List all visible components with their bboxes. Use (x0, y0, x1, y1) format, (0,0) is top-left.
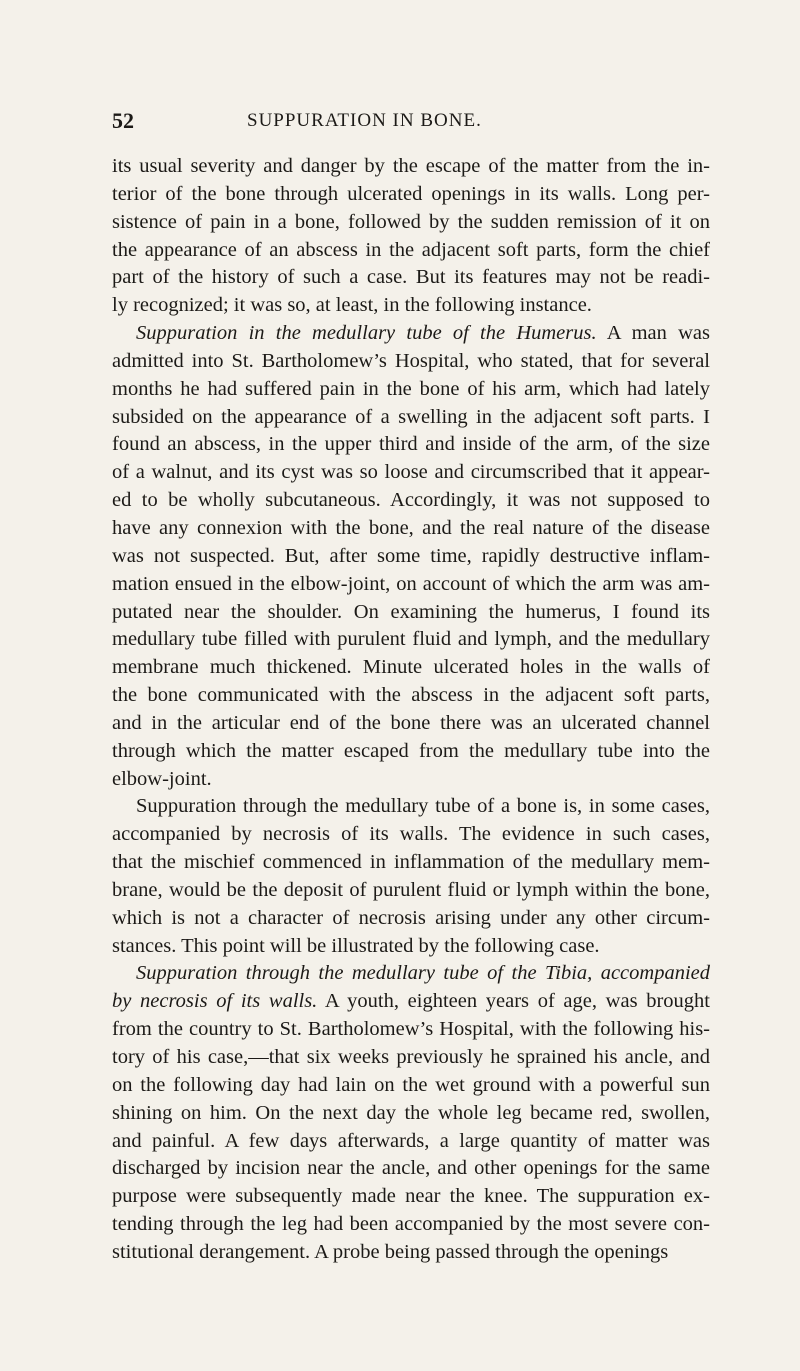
text-line (112, 877, 710, 905)
text-line (112, 181, 710, 209)
text-line (112, 905, 710, 933)
line-text: stitutional derangement. A probe being passed through the openings (112, 1240, 669, 1263)
text-line (112, 237, 710, 265)
line-text: the bone communicated with the abscess in the adjacent soft parts, (112, 684, 710, 707)
line-text: purpose were subsequently made near the knee. The suppuration ex- (112, 1185, 710, 1208)
line-text: ed to be wholly subcutaneous. Accordingly, it was not supposed to (112, 489, 710, 512)
line-text: A man was (596, 322, 710, 345)
line-text: admitted into St. Bartholomew’s Hospital, who stated, that for several (112, 349, 710, 372)
line-text: and painful. A few days afterwards, a large quantity of matter was (112, 1129, 710, 1152)
line-text: and in the articular end of the bone there was an ulcerated channel (112, 711, 710, 734)
text-line (112, 1155, 710, 1183)
line-text: subsided on the appearance of a swelling in the adjacent soft parts. I (112, 405, 710, 428)
line-text: found an abscess, in the upper third and inside of the arm, of the size (112, 433, 710, 456)
text-line (112, 738, 710, 766)
text-line (112, 849, 710, 877)
text-line (112, 292, 710, 320)
text-line (112, 933, 710, 961)
line-text: ly recognized; it was so, at least, in the following instance. (112, 294, 592, 317)
body-text (112, 153, 710, 1267)
text-line (112, 654, 710, 682)
line-text: A youth, eighteen years of age, was brought (317, 990, 710, 1013)
line-text: the appearance of an abscess in the adjacent soft parts, form the chief (112, 238, 710, 261)
line-text: was not suspected. But, after some time, rapidly destructive inflam- (112, 544, 710, 567)
text-line (112, 264, 710, 292)
running-head: SUPPURATION IN BONE. (247, 110, 482, 131)
line-text: Suppuration through the medullary tube of a bone is, in some cases, (136, 795, 710, 818)
text-line (112, 376, 710, 404)
text-line (112, 515, 710, 543)
line-text: mation ensued in the elbow-joint, on account of which the arm was am- (112, 572, 710, 595)
text-line (112, 793, 710, 821)
line-text: membrane much thickened. Minute ulcerated holes in the walls of (112, 656, 710, 679)
text-line (112, 626, 710, 654)
line-text: its usual severity and danger by the escape of the matter from the in- (112, 155, 710, 177)
text-line (112, 988, 710, 1016)
text-line (112, 960, 710, 988)
text-line (112, 1128, 710, 1156)
text-line (112, 571, 710, 599)
line-text: terior of the bone through ulcerated openings in its walls. Long per- (112, 182, 710, 205)
line-text: shining on him. On the next day the whole leg became red, swollen, (112, 1101, 710, 1124)
text-line (112, 1072, 710, 1100)
line-text: tory of his case,—that six weeks previously he sprained his ancle, and (112, 1046, 710, 1068)
text-line (112, 348, 710, 376)
line-text: have any connexion with the bone, and the real nature of the disease (112, 516, 710, 539)
line-text: accompanied by necrosis of its walls. The evidence in such cases, (112, 823, 710, 846)
line-text: part of the history of such a case. But its features may not be readi- (112, 266, 710, 289)
line-text: stances. This point will be illustrated by the following case. (112, 934, 600, 957)
text-line (112, 1239, 710, 1267)
line-text: on the following day had lain on the wet ground with a powerful sun (112, 1073, 710, 1096)
text-line (112, 1044, 710, 1072)
page-header (112, 108, 709, 138)
line-text: putated near the shoulder. On examining the humerus, I found its (112, 600, 710, 623)
line-text: elbow-joint. (112, 767, 212, 790)
line-text: months he had suffered pain in the bone of his arm, which had lately (112, 377, 710, 400)
text-line (112, 404, 710, 432)
text-line (112, 1016, 710, 1044)
text-line (112, 431, 710, 459)
line-text: brane, would be the deposit of purulent fluid or lymph within the bone, (112, 878, 710, 901)
line-text: discharged by incision near the ancle, and other openings for the same (112, 1157, 710, 1180)
text-line (112, 320, 710, 348)
page-number: 52 (112, 108, 134, 133)
line-text: medullary tube filled with purulent fluid and lymph, and the medullary (112, 628, 710, 651)
line-text: that the mischief commenced in inflammation of the medullary mem- (112, 851, 710, 874)
line-text: of a walnut, and its cyst was so loose and circumscribed that it appear- (112, 461, 710, 484)
italic-heading: by necrosis of its walls. (112, 990, 318, 1013)
line-text: through which the matter escaped from the medullary tube into the (112, 739, 710, 762)
text-line (112, 1100, 710, 1128)
text-line (112, 153, 710, 181)
text-line (112, 543, 710, 571)
line-text: tending through the leg had been accompanied by the most severe con- (112, 1213, 710, 1236)
text-line (112, 821, 710, 849)
italic-heading: Suppuration in the medullary tube of the Humerus. (136, 322, 597, 345)
text-line (112, 766, 710, 794)
text-line (112, 1183, 710, 1211)
text-line (112, 599, 710, 627)
line-text: from the country to St. Bartholomew’s Hospital, with the following his- (112, 1018, 710, 1041)
text-line (112, 1211, 710, 1239)
text-line (112, 459, 710, 487)
italic-heading: Suppuration through the medullary tube of the Tibia, accompanied (136, 962, 710, 985)
text-line (112, 710, 710, 738)
text-line (112, 682, 710, 710)
line-text: which is not a character of necrosis arising under any other circum- (112, 906, 710, 929)
text-line (112, 487, 710, 515)
line-text: sistence of pain in a bone, followed by the sudden remission of it on (112, 210, 710, 233)
text-line (112, 209, 710, 237)
